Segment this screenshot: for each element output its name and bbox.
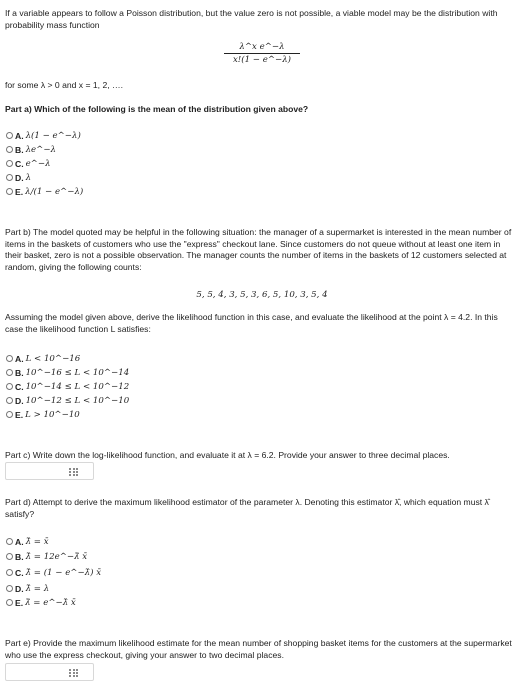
option-text: L < 10^−16 (25, 353, 81, 364)
part-a-option-a[interactable] (6, 130, 81, 141)
part-a-question: Part a) Which of the following is the mean of the distribution given above? (5, 104, 309, 114)
option-text: λ̂ = x̄ (25, 536, 49, 547)
part-e-question: Part e) Provide the maximum likelihood estimate for the mean number of shopping basket items for the customers at the supermarket who use the express checkout, giving your answer to two decimal places. (5, 638, 512, 660)
option-text: λ̂ = λ (25, 583, 50, 594)
part-b-option-c[interactable] (6, 381, 129, 392)
radio-icon[interactable] (6, 188, 13, 195)
option-label: E. (15, 409, 24, 420)
fraction-line (224, 53, 300, 54)
option-text: λ(1 − e^−λ) (25, 130, 81, 141)
pmf-condition: for some λ > 0 and x = 1, 2, …. (5, 80, 123, 90)
option-label: B. (15, 367, 24, 378)
basket-counts: 5, 5, 4, 3, 5, 3, 6, 5, 10, 3, 5, 4 (196, 290, 328, 300)
part-b-option-a[interactable] (6, 353, 80, 364)
part-d-option-d[interactable] (6, 583, 49, 594)
option-text: 10^−16 ≤ L < 10^−14 (25, 367, 130, 378)
grid-icon[interactable] (69, 669, 78, 677)
part-a-option-d[interactable] (6, 172, 31, 183)
radio-icon[interactable] (6, 355, 13, 362)
radio-icon[interactable] (6, 146, 13, 153)
intro-text: If a variable appears to follow a Poisson distribution, but the value zero is not possible, a viable model may be the distribution with probability mass function (5, 8, 498, 30)
option-text: λ (25, 172, 32, 183)
radio-icon[interactable] (6, 369, 13, 376)
radio-icon[interactable] (6, 397, 13, 404)
part-a-option-b[interactable] (6, 144, 56, 155)
option-label: A. (15, 353, 24, 364)
part-a-option-c[interactable] (6, 158, 51, 169)
option-label: B. (15, 144, 24, 155)
pmf-numerator: λ^x e^−λ (239, 42, 285, 52)
option-text: λ̂ = e^−λ̂ x̄ (25, 597, 76, 608)
option-text: 10^−14 ≤ L < 10^−12 (25, 381, 130, 392)
option-label: E. (15, 597, 24, 608)
option-text: 10^−12 ≤ L < 10^−10 (25, 395, 130, 406)
part-c-question: Part c) Write down the log-likelihood function, and evaluate it at λ = 6.2. Provide your answer to three decimal places. (5, 450, 450, 460)
pmf-formula (224, 42, 300, 65)
radio-icon[interactable] (6, 553, 13, 560)
option-label: A. (15, 130, 24, 141)
grid-icon[interactable] (69, 468, 78, 476)
part-d-option-c[interactable] (6, 567, 101, 578)
part-b-option-d[interactable] (6, 395, 129, 406)
option-label: C. (15, 567, 24, 578)
radio-icon[interactable] (6, 599, 13, 606)
part-e-answer-input[interactable] (5, 663, 94, 681)
radio-icon[interactable] (6, 411, 13, 418)
option-label: A. (15, 536, 24, 547)
radio-icon[interactable] (6, 132, 13, 139)
pmf-denominator: x!(1 − e^−λ) (232, 55, 292, 65)
option-text: λ/(1 − e^−λ) (25, 186, 84, 197)
option-text: λ̂ = (1 − e^−λ̂) x̄ (25, 567, 102, 578)
option-label: B. (15, 551, 24, 562)
option-label: D. (15, 395, 24, 406)
option-label: C. (15, 158, 24, 169)
part-b-question-text: Part b) The model quoted may be helpful in the following situation: the manager of a supermarket is interested in the mean number of items in the baskets of customers who use the "express" checkout lane. Since customers do not queue without at least one item in their basket, zero is not a possible observation. The manager counts the number of items in the baskets of 12 customers selected at random, giving the following counts: (5, 227, 512, 272)
option-label: C. (15, 381, 24, 392)
option-text: L > 10^−10 (25, 409, 80, 420)
part-c-answer-input[interactable] (5, 462, 94, 480)
radio-icon[interactable] (6, 585, 13, 592)
radio-icon[interactable] (6, 569, 13, 576)
option-label: E. (15, 186, 24, 197)
part-b-assuming: Assuming the model given above, derive the likelihood function in this case, and evaluate the likelihood at the point λ = 4.2. In this case the likelihood function L satisfies: (5, 312, 498, 334)
radio-icon[interactable] (6, 383, 13, 390)
part-a-option-e[interactable] (6, 186, 83, 197)
radio-icon[interactable] (6, 174, 13, 181)
option-label: D. (15, 172, 24, 183)
radio-icon[interactable] (6, 538, 13, 545)
part-d-question: Part d) Attempt to derive the maximum likelihood estimator of the parameter λ. Denoting this estimator λ̂, which equation must λ̂ satisfy? (5, 497, 489, 519)
radio-icon[interactable] (6, 160, 13, 167)
option-label: D. (15, 583, 24, 594)
part-b-question (5, 227, 517, 273)
option-text: λe^−λ (25, 144, 56, 155)
option-text: λ̂ = 12e^−λ̂ x̄ (25, 551, 88, 562)
part-b-option-e[interactable] (6, 409, 80, 420)
part-d-option-b[interactable] (6, 551, 87, 562)
option-text: e^−λ (25, 158, 51, 169)
part-d-option-a[interactable] (6, 536, 49, 547)
part-b-option-b[interactable] (6, 367, 129, 378)
part-d-option-e[interactable] (6, 597, 76, 608)
